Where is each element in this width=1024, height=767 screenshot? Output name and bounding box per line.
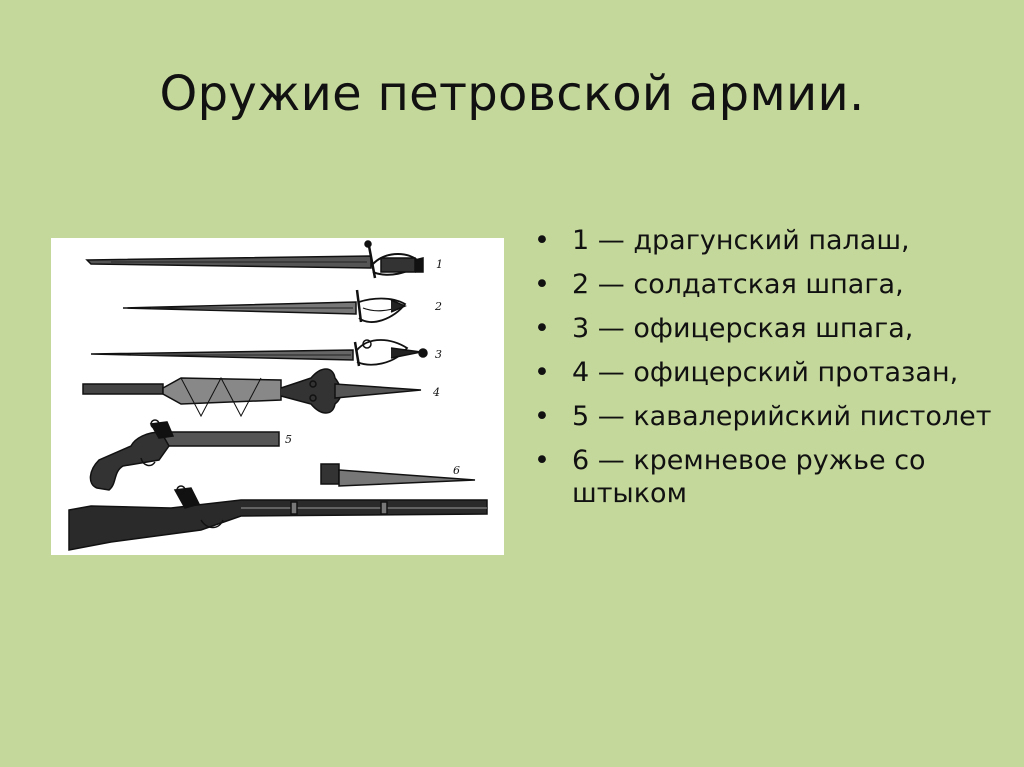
figure-label-1: 1 xyxy=(436,258,443,271)
figure-label-4: 4 xyxy=(433,386,440,399)
list-item-text: 4 — офицерский протазан, xyxy=(572,357,959,388)
bullet-icon: • xyxy=(534,225,550,256)
figure-label-2: 2 xyxy=(435,300,442,313)
list-item-text: 3 — офицерская шпага, xyxy=(572,313,914,344)
cavalry-pistol-drawing xyxy=(90,420,279,490)
list-item-text: 6 — кремневое ружье со штыком xyxy=(572,445,926,509)
officer-partisan-drawing xyxy=(83,369,421,416)
list-item xyxy=(534,356,1004,389)
dragoon-broadsword-drawing xyxy=(87,241,423,278)
slide-title: Оружие петровской армии. xyxy=(159,66,865,122)
list-item xyxy=(534,268,1004,301)
list-item xyxy=(534,312,1004,345)
weapons-illustration xyxy=(51,238,504,555)
list-item-text: 1 — драгунский палаш, xyxy=(572,225,910,256)
officer-sword-drawing xyxy=(91,340,427,366)
bullet-icon: • xyxy=(534,269,550,300)
list-item-text: 5 — кавалерийский пистолет xyxy=(572,401,992,432)
figure-label-6: 6 xyxy=(453,464,460,477)
list-item xyxy=(534,224,1004,257)
figure-label-5: 5 xyxy=(285,433,292,446)
bullet-icon: • xyxy=(534,357,550,388)
bullet-icon: • xyxy=(534,401,550,432)
weapons-list xyxy=(534,224,1004,521)
figure-label-3: 3 xyxy=(435,348,442,361)
bayonet-drawing xyxy=(321,464,475,486)
bullet-icon: • xyxy=(534,313,550,344)
list-item xyxy=(534,444,1004,510)
list-item-text: 2 — солдатская шпага, xyxy=(572,269,904,300)
list-item xyxy=(534,400,1004,433)
soldier-sword-drawing xyxy=(123,290,405,322)
bullet-icon: • xyxy=(534,445,550,476)
flintlock-musket-drawing xyxy=(69,486,487,550)
